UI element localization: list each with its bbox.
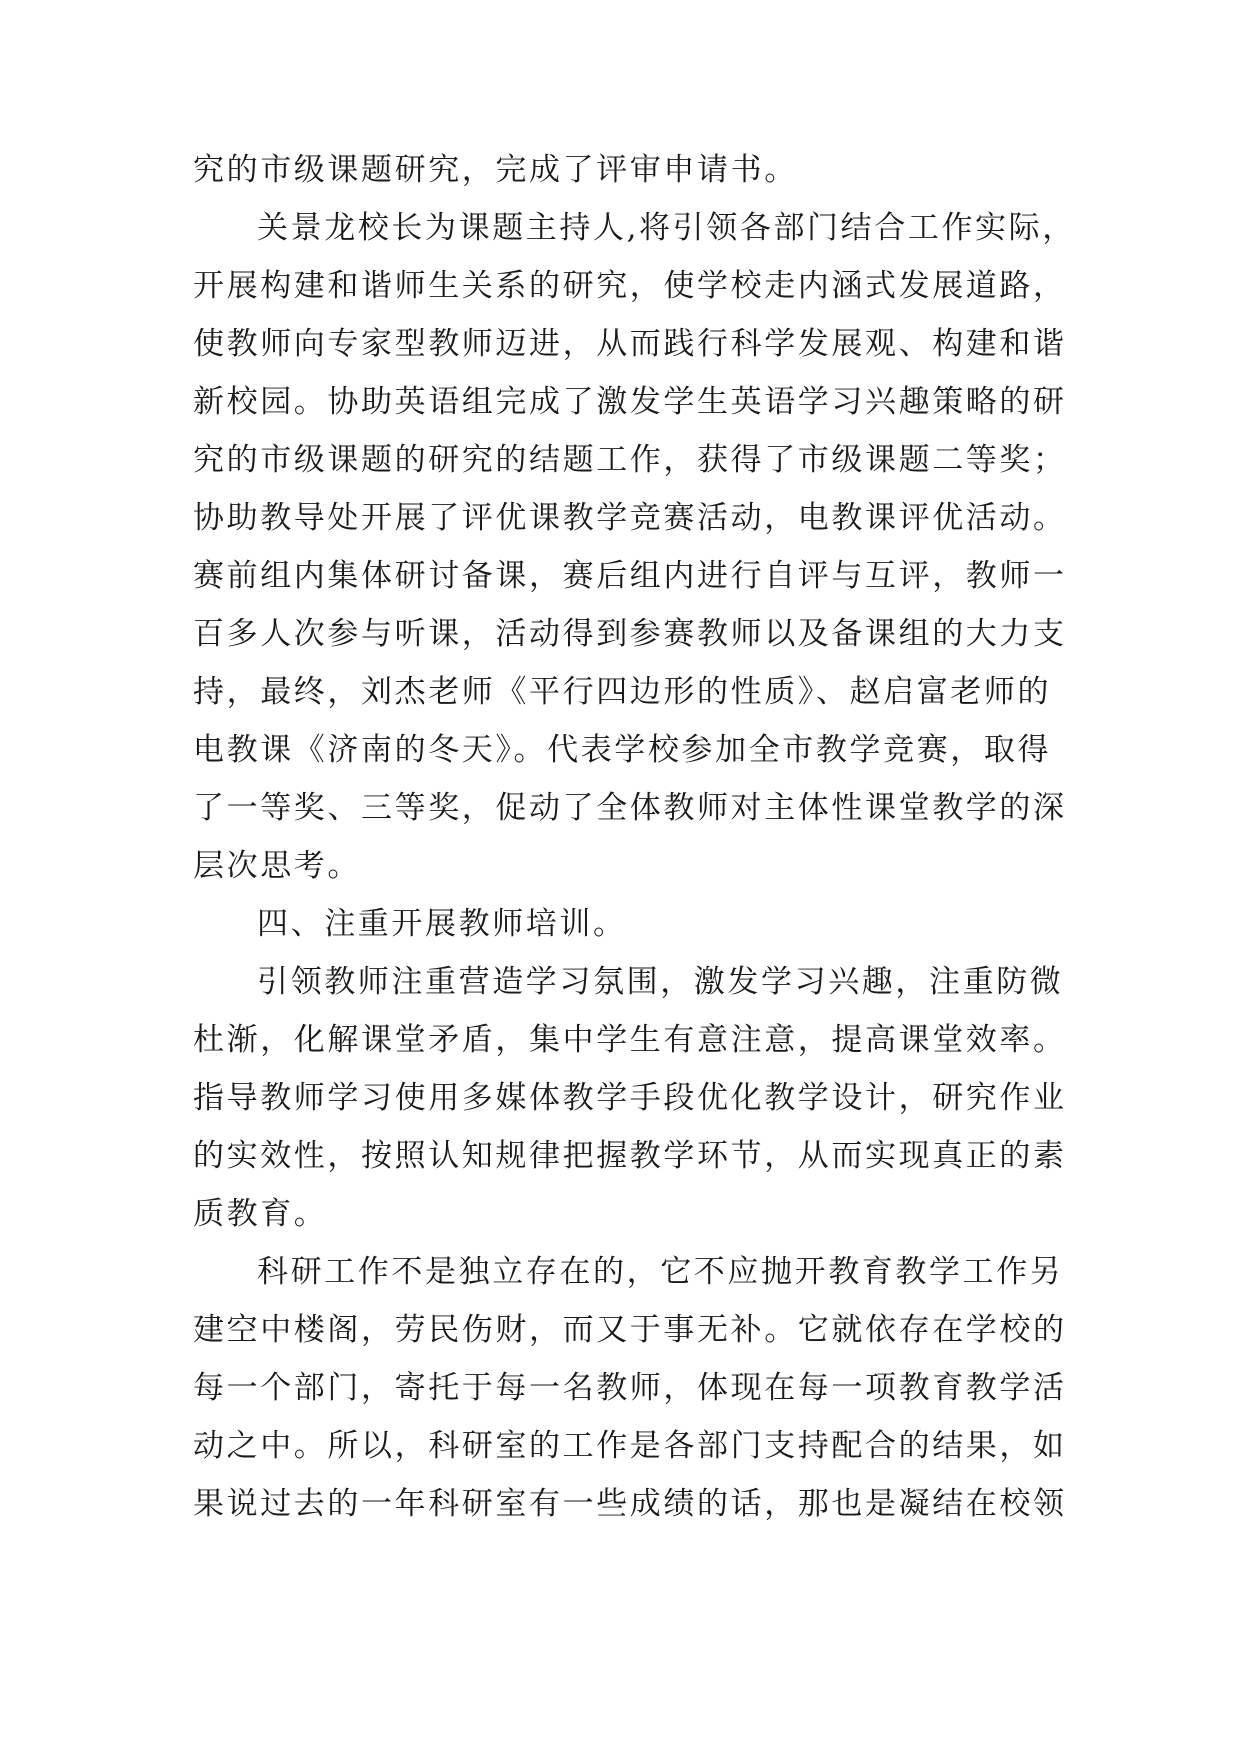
text-line: 引领教师注重营造学习氛围，激发学习兴趣，注重防微 [257, 964, 1064, 1000]
text-line: 协助教导处开展了评优课教学竞赛活动，电教课评优活动。 [193, 500, 1067, 536]
text-line: 究的市级课题的研究的结题工作，获得了市级课题二等奖； [193, 442, 1067, 478]
text-line: 使教师向专家型教师迈进，从而践行科学发展观、构建和谐 [193, 326, 1067, 362]
text-line: 建空中楼阁，劳民伤财，而又于事无补。它就依存在学校的 [193, 1312, 1067, 1348]
text-line: 究的市级课题研究，完成了评审申请书。 [193, 152, 798, 188]
text-line: 果说过去的一年科研室有一些成绩的话，那也是凝结在校领 [193, 1486, 1067, 1522]
text-line: 科研工作不是独立存在的，它不应抛开教育教学工作另 [257, 1254, 1064, 1290]
text-line: 的实效性，按照认知规律把握教学环节，从而实现真正的素 [193, 1138, 1067, 1174]
text-line: 层次思考。 [193, 848, 361, 884]
text-line: 杜渐，化解课堂矛盾，集中学生有意注意，提高课堂效率。 [193, 1022, 1067, 1058]
text-line: 持，最终，刘杰老师《平行四边形的性质》、赵启富老师的 [193, 674, 1052, 710]
text-line: 电教课《济南的冬天》。代表学校参加全市教学竞赛，取得 [193, 732, 1052, 768]
section-heading: 四、注重开展教师培训。 [257, 906, 627, 942]
text-line: 开展构建和谐师生关系的研究，使学校走内涵式发展道路， [193, 268, 1067, 304]
text-line: 质教育。 [193, 1196, 328, 1232]
text-line: 每一个部门，寄托于每一名教师，体现在每一项教育教学活 [193, 1370, 1067, 1406]
text-line: 赛前组内集体研讨备课，赛后组内进行自评与互评，教师一 [193, 558, 1067, 594]
text-line: 新校园。协助英语组完成了激发学生英语学习兴趣策略的研 [193, 384, 1067, 420]
text-line: 百多人次参与听课，活动得到参赛教师以及备课组的大力支 [193, 616, 1067, 652]
text-line: 指导教师学习使用多媒体教学手段优化教学设计，研究作业 [193, 1080, 1067, 1116]
text-line: 动之中。所以，科研室的工作是各部门支持配合的结果，如 [193, 1428, 1067, 1464]
text-line: 了一等奖、三等奖，促动了全体教师对主体性课堂教学的深 [193, 790, 1067, 826]
text-line: 关景龙校长为课题主持人,将引领各部门结合工作实际， [257, 210, 1076, 246]
